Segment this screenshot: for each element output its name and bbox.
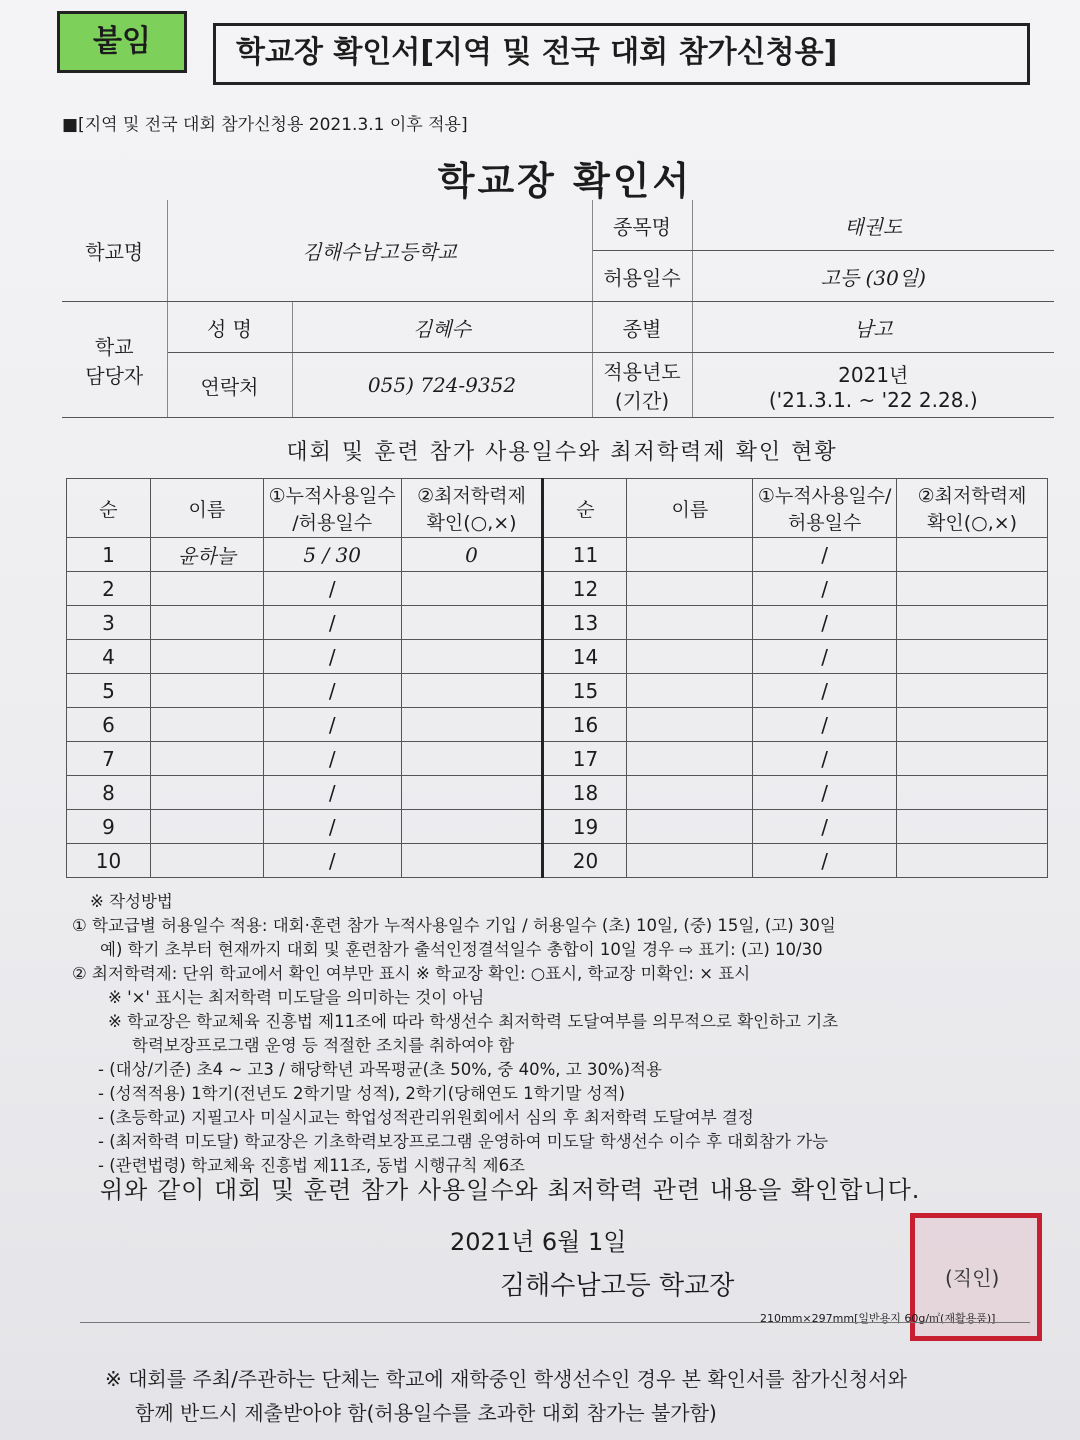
row-usage: / xyxy=(263,776,401,810)
row-usage: / xyxy=(263,606,401,640)
name-label: 성 명 xyxy=(167,302,292,353)
instruction-line: 학력보장프로그램 운영 등 적절한 조치를 취하여야 함 xyxy=(132,1036,515,1055)
table-row xyxy=(67,538,1048,572)
row-name xyxy=(150,572,263,606)
year-value-line2: ('21.3.1. ~ '22 2.28.) xyxy=(768,387,978,412)
row-usage: / xyxy=(753,572,897,606)
attachment-tag: 붙임 xyxy=(57,11,187,73)
row-no: 19 xyxy=(543,810,627,844)
row-min xyxy=(401,674,543,708)
col-name: 이름 xyxy=(150,479,263,538)
col-min-right-line2: 확인(○,×) xyxy=(927,512,1018,534)
header-title: 학교장 확인서[지역 및 전국 대회 참가신청용] xyxy=(213,23,1030,85)
row-name: 윤하늘 xyxy=(150,538,263,572)
row-no: 15 xyxy=(543,674,627,708)
contact-group-label xyxy=(62,302,167,418)
row-usage: / xyxy=(263,742,401,776)
row-usage: / xyxy=(753,674,897,708)
row-usage: / xyxy=(753,810,897,844)
row-no: 12 xyxy=(543,572,627,606)
row-name xyxy=(627,674,753,708)
confirmation-statement: 위와 같이 대회 및 훈련 참가 사용일수와 최저학력 관련 내용을 확인합니다. xyxy=(100,1176,921,1204)
row-no: 10 xyxy=(67,844,151,878)
table-row xyxy=(67,572,1048,606)
row-usage: / xyxy=(753,640,897,674)
row-min xyxy=(401,742,543,776)
confirmation-date: 2021년 6월 1일 xyxy=(450,1228,627,1256)
row-no: 18 xyxy=(543,776,627,810)
table-row xyxy=(67,810,1048,844)
instruction-line: - (초등학교) 지필고사 미실시교는 학업성적관리위원회에서 심의 후 최저학력 도달여부 결정 xyxy=(98,1108,754,1127)
row-name xyxy=(627,538,753,572)
col-usage xyxy=(263,479,401,538)
row-no: 9 xyxy=(67,810,151,844)
row-min xyxy=(897,810,1048,844)
instruction-line: - (관련법령) 학교체육 진흥법 제11조, 동법 시행규칙 제6조 xyxy=(98,1156,525,1175)
instruction-line: ※ '×' 표시는 최저학력 미도달을 의미하는 것이 아님 xyxy=(108,988,485,1007)
type-value: 남고 xyxy=(692,302,1054,353)
row-name xyxy=(150,640,263,674)
col-usage-right-line2: 허용일수 xyxy=(787,512,862,534)
section-title: 대회 및 훈련 참가 사용일수와 최저학력제 확인 현황 xyxy=(286,440,838,465)
instructions-heading: ※ 작성방법 xyxy=(90,892,173,911)
row-no: 13 xyxy=(543,606,627,640)
instruction-line: ① 학교급별 허용일수 적용: 대회·훈련 참가 누적사용일수 기입 / 허용일수 (초) 10일, (중) 15일, (고) 30일 xyxy=(72,916,836,935)
row-min xyxy=(897,844,1048,878)
col-name-right: 이름 xyxy=(627,479,753,538)
row-no: 4 xyxy=(67,640,151,674)
col-usage-right-line1: ①누적사용일수/ xyxy=(757,485,892,507)
year-label-line1: 적용년도 xyxy=(603,360,681,384)
document-title: 학교장 확인서 xyxy=(437,159,693,203)
allowed-value: 고등 (30일) xyxy=(692,251,1054,302)
row-name xyxy=(627,844,753,878)
school-label: 학교명 xyxy=(62,200,167,302)
col-min-right-line1: ②최저학력제 xyxy=(917,485,1027,507)
row-min xyxy=(897,538,1048,572)
row-name xyxy=(150,674,263,708)
row-usage: / xyxy=(753,606,897,640)
seal-label: (직인) xyxy=(945,1266,1000,1290)
row-no: 2 xyxy=(67,572,151,606)
row-min xyxy=(401,810,543,844)
row-min xyxy=(401,572,543,606)
row-min xyxy=(897,674,1048,708)
paper-spec: 210mm×297mm[일반용지 60g/㎡(재활용품)] xyxy=(760,1312,996,1325)
row-min xyxy=(401,776,543,810)
applied-note: ■[지역 및 전국 대회 참가신청용 2021.3.1 이후 적용] xyxy=(62,115,468,135)
row-name xyxy=(627,810,753,844)
contact-group-label-line1: 학교 xyxy=(94,334,134,359)
sport-label: 종목명 xyxy=(592,200,692,251)
row-no: 20 xyxy=(543,844,627,878)
row-name xyxy=(150,844,263,878)
col-min-line1: ②최저학력제 xyxy=(417,485,526,507)
year-value xyxy=(692,353,1054,418)
col-usage-line1: ①누적사용일수 xyxy=(268,485,396,507)
row-name xyxy=(627,708,753,742)
row-min xyxy=(897,742,1048,776)
table-row xyxy=(67,776,1048,810)
table-row xyxy=(67,742,1048,776)
contact-group-label-line2: 담당자 xyxy=(85,363,144,388)
row-min xyxy=(897,708,1048,742)
allowed-label: 허용일수 xyxy=(592,251,692,302)
row-name xyxy=(627,742,753,776)
row-min xyxy=(401,606,543,640)
table-header-row xyxy=(67,479,1048,538)
row-min xyxy=(401,640,543,674)
row-usage: / xyxy=(263,810,401,844)
table-row xyxy=(67,844,1048,878)
table-row xyxy=(67,708,1048,742)
row-min xyxy=(897,640,1048,674)
row-usage: / xyxy=(263,844,401,878)
instruction-line: - (성적적용) 1학기(전년도 2학기말 성적), 2학기(당해연도 1학기말 성적) xyxy=(98,1084,626,1103)
row-min: 0 xyxy=(401,538,543,572)
bottom-note xyxy=(105,1362,907,1430)
row-name xyxy=(627,776,753,810)
col-usage-right xyxy=(753,479,897,538)
row-usage: / xyxy=(263,674,401,708)
row-name xyxy=(627,606,753,640)
table-row xyxy=(67,640,1048,674)
principal-signature: 김해수남고등 학교장 xyxy=(500,1271,735,1301)
name-value: 김혜수 xyxy=(292,302,592,353)
row-min xyxy=(897,776,1048,810)
row-name xyxy=(150,810,263,844)
row-usage: / xyxy=(263,640,401,674)
row-no: 8 xyxy=(67,776,151,810)
row-min xyxy=(401,844,543,878)
row-no: 16 xyxy=(543,708,627,742)
instruction-line: ② 최저학력제: 단위 학교에서 확인 여부만 표시 ※ 학교장 확인: ○표시, 학교장 미확인: × 표시 xyxy=(72,964,751,983)
row-usage: / xyxy=(753,538,897,572)
info-table xyxy=(62,200,1054,418)
col-no: 순 xyxy=(67,479,151,538)
row-name xyxy=(150,742,263,776)
row-no: 5 xyxy=(67,674,151,708)
row-usage: / xyxy=(753,742,897,776)
instruction-line: ※ 학교장은 학교체육 진흥법 제11조에 따라 학생선수 최저학력 도달여부를 의무적으로 확인하고 기초 xyxy=(108,1012,839,1031)
year-value-line1: 2021년 xyxy=(838,362,909,387)
bottom-note-line1: ※ 대회를 주최/주관하는 단체는 학교에 재학중인 학생선수인 경우 본 확인서를 참가신청서와 xyxy=(105,1367,907,1391)
row-no: 1 xyxy=(67,538,151,572)
row-name xyxy=(150,606,263,640)
row-name xyxy=(150,776,263,810)
row-min xyxy=(897,572,1048,606)
row-no: 11 xyxy=(543,538,627,572)
table-row xyxy=(67,674,1048,708)
row-usage: / xyxy=(263,708,401,742)
row-name xyxy=(627,640,753,674)
table-row xyxy=(67,606,1048,640)
col-min-line2: 확인(○,×) xyxy=(426,512,517,534)
year-label xyxy=(592,353,692,418)
row-name xyxy=(150,708,263,742)
row-min xyxy=(897,606,1048,640)
row-no: 6 xyxy=(67,708,151,742)
divider xyxy=(80,1322,1030,1323)
phone-value: 055) 724-9352 xyxy=(292,353,592,418)
row-usage: / xyxy=(753,708,897,742)
phone-label: 연락처 xyxy=(167,353,292,418)
col-min xyxy=(401,479,543,538)
row-usage: / xyxy=(753,844,897,878)
bottom-note-line2: 함께 반드시 제출받아야 함(허용일수를 초과한 대회 참가는 불가함) xyxy=(135,1401,717,1425)
instruction-line: 예) 학기 초부터 현재까지 대회 및 훈련참가 출석인정결석일수 총합이 10일 경우 ⇨ 표기: (고) 10/30 xyxy=(100,940,823,959)
row-usage: / xyxy=(753,776,897,810)
year-label-line2: (기간) xyxy=(614,389,670,413)
row-no: 3 xyxy=(67,606,151,640)
row-no: 14 xyxy=(543,640,627,674)
row-no: 7 xyxy=(67,742,151,776)
col-usage-line2: /허용일수 xyxy=(292,512,373,534)
sport-value: 태권도 xyxy=(692,200,1054,251)
row-name xyxy=(627,572,753,606)
instruction-line: - (대상/기준) 초4 ~ 고3 / 해당학년 과목평균(초 50%, 중 40%, 고 30%)적용 xyxy=(98,1060,662,1079)
instruction-line: - (최저학력 미도달) 학교장은 기초학력보장프로그램 운영하여 미도달 학생선수 이수 후 대회참가 가능 xyxy=(98,1132,829,1151)
usage-table xyxy=(66,478,1048,878)
type-label: 종별 xyxy=(592,302,692,353)
school-value: 김해수남고등학교 xyxy=(167,200,592,302)
col-no-right: 순 xyxy=(543,479,627,538)
row-usage: 5 / 30 xyxy=(263,538,401,572)
row-usage: / xyxy=(263,572,401,606)
row-no: 17 xyxy=(543,742,627,776)
col-min-right xyxy=(897,479,1048,538)
row-min xyxy=(401,708,543,742)
instructions xyxy=(72,890,1052,1178)
